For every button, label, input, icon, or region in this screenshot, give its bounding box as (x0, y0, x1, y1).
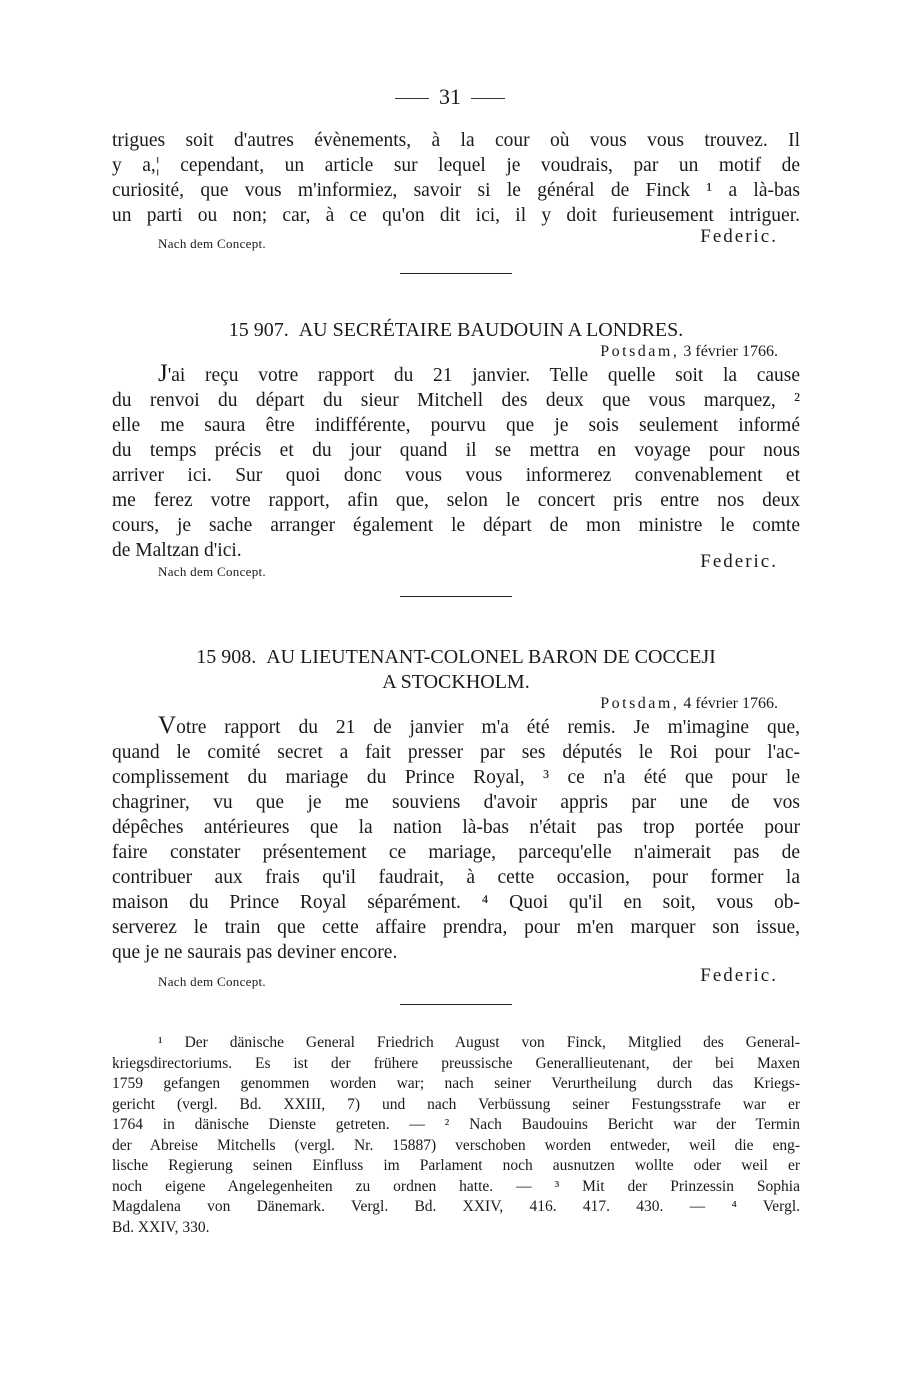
footnote-line: kriegsdirectoriums. Es ist der frühere preussische Generallieutenant, der bei Maxen (112, 1054, 800, 1072)
dateline (112, 343, 800, 361)
source-note: Nach dem Concept. (158, 564, 266, 579)
page-number-text: 31 (439, 84, 461, 109)
text-line-content: otre rapport du 21 de janvier m'a été remis. Je m'imagine que, (176, 717, 800, 738)
text-line: arriver ici. Sur quoi donc vous vous informerez convenablement et (112, 465, 800, 486)
signature: Federic. (700, 965, 778, 986)
separator-rule (400, 596, 512, 597)
text-line: que je ne saurais pas deviner encore. (112, 942, 398, 963)
text-line: du renvoi du départ du sieur Mitchell des deux que vous marquez, ² (112, 390, 800, 411)
closing-row (112, 965, 800, 990)
text-line (112, 713, 800, 740)
footnote-line: ¹ Der dänische General Friedrich August von Finck, Mitglied des General- (158, 1034, 800, 1051)
dateline-place: Potsdam, (600, 343, 680, 360)
separator-rule (400, 1004, 512, 1005)
text-line: complissement du mariage du Prince Royal, ³ ce n'a été que pour le (112, 767, 800, 788)
text-line (112, 361, 800, 388)
letter-title: AU LIEUTENANT-COLONEL BARON DE COCCEJI (266, 646, 716, 668)
dateline (112, 695, 800, 713)
letter-body (112, 361, 800, 563)
letter-body (112, 713, 800, 965)
drop-cap: V (158, 713, 177, 739)
footnote-line: der Abreise Mitchells (vergl. Nr. 15887) verschoben worden entweder, weil die eng- (112, 1136, 800, 1154)
footnote-line: Bd. XXIV, 330. (112, 1218, 210, 1236)
text-line: y a,¦ cependant, un article sur lequel je voudrais, par un motif de (112, 155, 800, 176)
text-line: de Maltzan d'ici. (112, 540, 242, 561)
dateline-place: Potsdam, (600, 695, 680, 712)
text-line: dépêches antérieures que la nation là-bas n'était pas trop portée pour (112, 817, 800, 838)
text-line: chagriner, vu que je me souviens d'avoir appris par une de vos (112, 792, 800, 813)
text-line: un parti ou non; car, à ce qu'on dit ici, il y doit furieusement intriguer. (112, 205, 800, 226)
text-line-content: 'ai reçu votre rapport du 21 janvier. Telle quelle soit la cause (167, 365, 800, 386)
letter-number: 15 908. (196, 646, 257, 668)
text-line: elle me saura être indifférente, pourvu que je sois seulement informé (112, 415, 800, 436)
source-note: Nach dem Concept. (158, 236, 266, 251)
letter-title: AU SECRÉTAIRE BAUDOUIN A LONDRES. (298, 319, 684, 341)
text-line: trigues soit d'autres évènements, à la cour où vous vous trouvez. Il (112, 130, 800, 151)
letter-number: 15 907. (228, 319, 289, 341)
footnote-line: gericht (vergl. Bd. XXIII, 7) und nach Verbüssung seiner Festungsstrafe war er (112, 1095, 800, 1113)
continuation-text (112, 128, 800, 228)
letter-title-continued: A STOCKHOLM. (382, 671, 530, 693)
text-line: curiosité, que vous m'informiez, savoir si le général de Finck ¹ a là-bas (112, 180, 800, 201)
dateline-date: 3 février 1766. (683, 343, 778, 360)
text-line: quand le comité secret a fait presser par ses députés le Roi pour l'ac- (112, 742, 800, 763)
letter-15907 (112, 318, 800, 597)
letter-15908 (112, 645, 800, 1005)
source-note: Nach dem Concept. (158, 974, 266, 989)
closing-row (112, 228, 800, 253)
signature: Federic. (700, 551, 778, 572)
text-line: serverez le train que cette affaire prendra, pour m'en marquer son issue, (112, 917, 800, 938)
letter-heading (112, 318, 800, 343)
footnote-line: Magdalena von Dänemark. Vergl. Bd. XXIV, 416. 417. 430. — ⁴ Vergl. (112, 1198, 800, 1215)
footnote-line: noch eigene Angelegenheiten zu ordnen hatte. — ³ Mit der Prinzessin Sophia (112, 1177, 800, 1195)
page-body (112, 84, 800, 1238)
footnote-line: 1759 gefangen genommen worden war; nach seiner Verurtheilung durch das Kriegs- (112, 1075, 800, 1092)
drop-cap: J (158, 361, 168, 387)
text-line: contribuer aux frais qu'il faudrait, à cette occasion, pour former la (112, 867, 800, 888)
letter-heading (112, 645, 800, 670)
dateline-date: 4 février 1766. (683, 695, 778, 712)
footnote-line: lische Regierung seinen Einfluss im Parlament noch ausnutzen wollte oder weil er (112, 1157, 800, 1174)
text-line: cours, je sache arranger également le départ de mon ministre le comte (112, 515, 800, 536)
text-line: maison du Prince Royal séparément. ⁴ Quoi qu'il en soit, vous ob- (112, 892, 800, 913)
footnotes (112, 1033, 800, 1238)
footnote-line: 1764 in dänische Dienste getreten. — ² Nach Baudouins Bericht war der Termin (112, 1116, 800, 1133)
separator-rule (400, 273, 512, 274)
closing-row (112, 551, 800, 588)
text-line: faire constater présentement ce mariage, parcequ'elle n'aimerait pas de (112, 842, 800, 863)
signature: Federic. (700, 226, 778, 247)
text-line: me ferez votre rapport, afin que, selon le concert pris entre nos deux (112, 490, 800, 511)
text-line: du temps précis et du jour quand il se mettra en voyage pour nous (112, 440, 800, 461)
